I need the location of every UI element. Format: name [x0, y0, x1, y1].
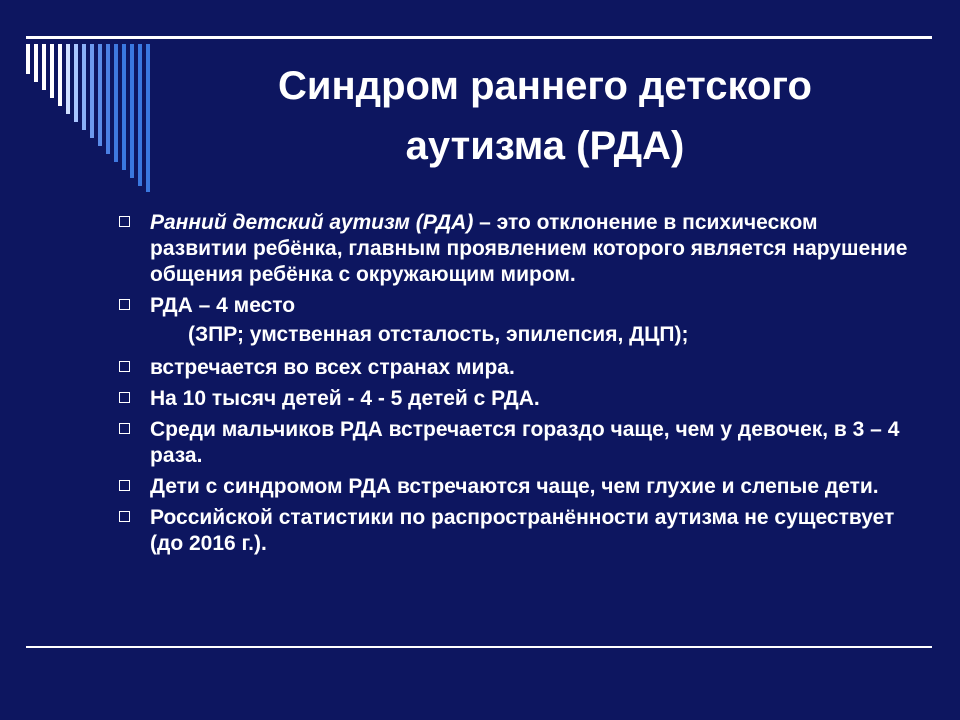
stripe	[58, 44, 62, 106]
list-item	[116, 474, 916, 500]
list-item	[116, 293, 916, 319]
stripe	[82, 44, 86, 130]
square-bullet-icon	[119, 511, 130, 522]
title-line-2: аутизма (РДА)	[405, 124, 685, 168]
bullet-text: Дети с синдромом РДА встречаются чаще, чем глухие и слепые дети.	[150, 475, 879, 498]
stripe	[26, 44, 30, 74]
stripe	[42, 44, 46, 90]
bullet-text: РДА – 4 место	[150, 294, 296, 317]
stripe	[74, 44, 78, 122]
top-rule	[26, 36, 932, 39]
square-bullet-icon	[119, 480, 130, 491]
bullet-text: Среди мальчиков РДА встречается гораздо чаще, чем у девочек, в 3 – 4 раза.	[150, 418, 900, 467]
bullet-text: – это отклонение в психическом развитии ребёнка, главным проявлением которого является нарушение общения ребёнка с окружающим миром.	[150, 211, 908, 286]
bullet-text: (ЗПР; умственная отсталость, эпилепсия, ДЦП);	[188, 323, 689, 346]
list-item-continuation	[116, 322, 916, 348]
stripe	[138, 44, 142, 186]
stripe	[98, 44, 102, 146]
square-bullet-icon	[119, 299, 130, 310]
square-bullet-icon	[119, 216, 130, 227]
stripe	[66, 44, 70, 114]
square-bullet-icon	[119, 392, 130, 403]
stripe	[122, 44, 126, 170]
list-item	[116, 355, 916, 381]
stripe	[114, 44, 118, 162]
stripe	[146, 44, 150, 192]
stripe-group	[26, 44, 150, 192]
stripe	[106, 44, 110, 154]
title-line-1: Синдром раннего детского	[278, 64, 812, 108]
decorative-stripes	[0, 0, 200, 200]
stripe	[130, 44, 134, 178]
slide-title	[200, 56, 890, 176]
stripe	[50, 44, 54, 98]
list-item	[116, 505, 916, 557]
square-bullet-icon	[119, 423, 130, 434]
bullet-text: встречается во всех странах мира.	[150, 356, 515, 379]
bullet-list	[116, 210, 916, 562]
bottom-rule	[26, 646, 932, 648]
square-bullet-icon	[119, 361, 130, 372]
bullet-text: На 10 тысяч детей - 4 - 5 детей с РДА.	[150, 387, 540, 410]
bullet-text: Российской статистики по распространённости аутизма не существует (до 2016 г.).	[150, 506, 895, 555]
list-item	[116, 417, 916, 469]
bullet-lead: Ранний детский аутизм (РДА)	[150, 211, 474, 234]
stripe	[90, 44, 94, 138]
list-item	[116, 386, 916, 412]
stripe	[34, 44, 38, 82]
list-item	[116, 210, 916, 288]
